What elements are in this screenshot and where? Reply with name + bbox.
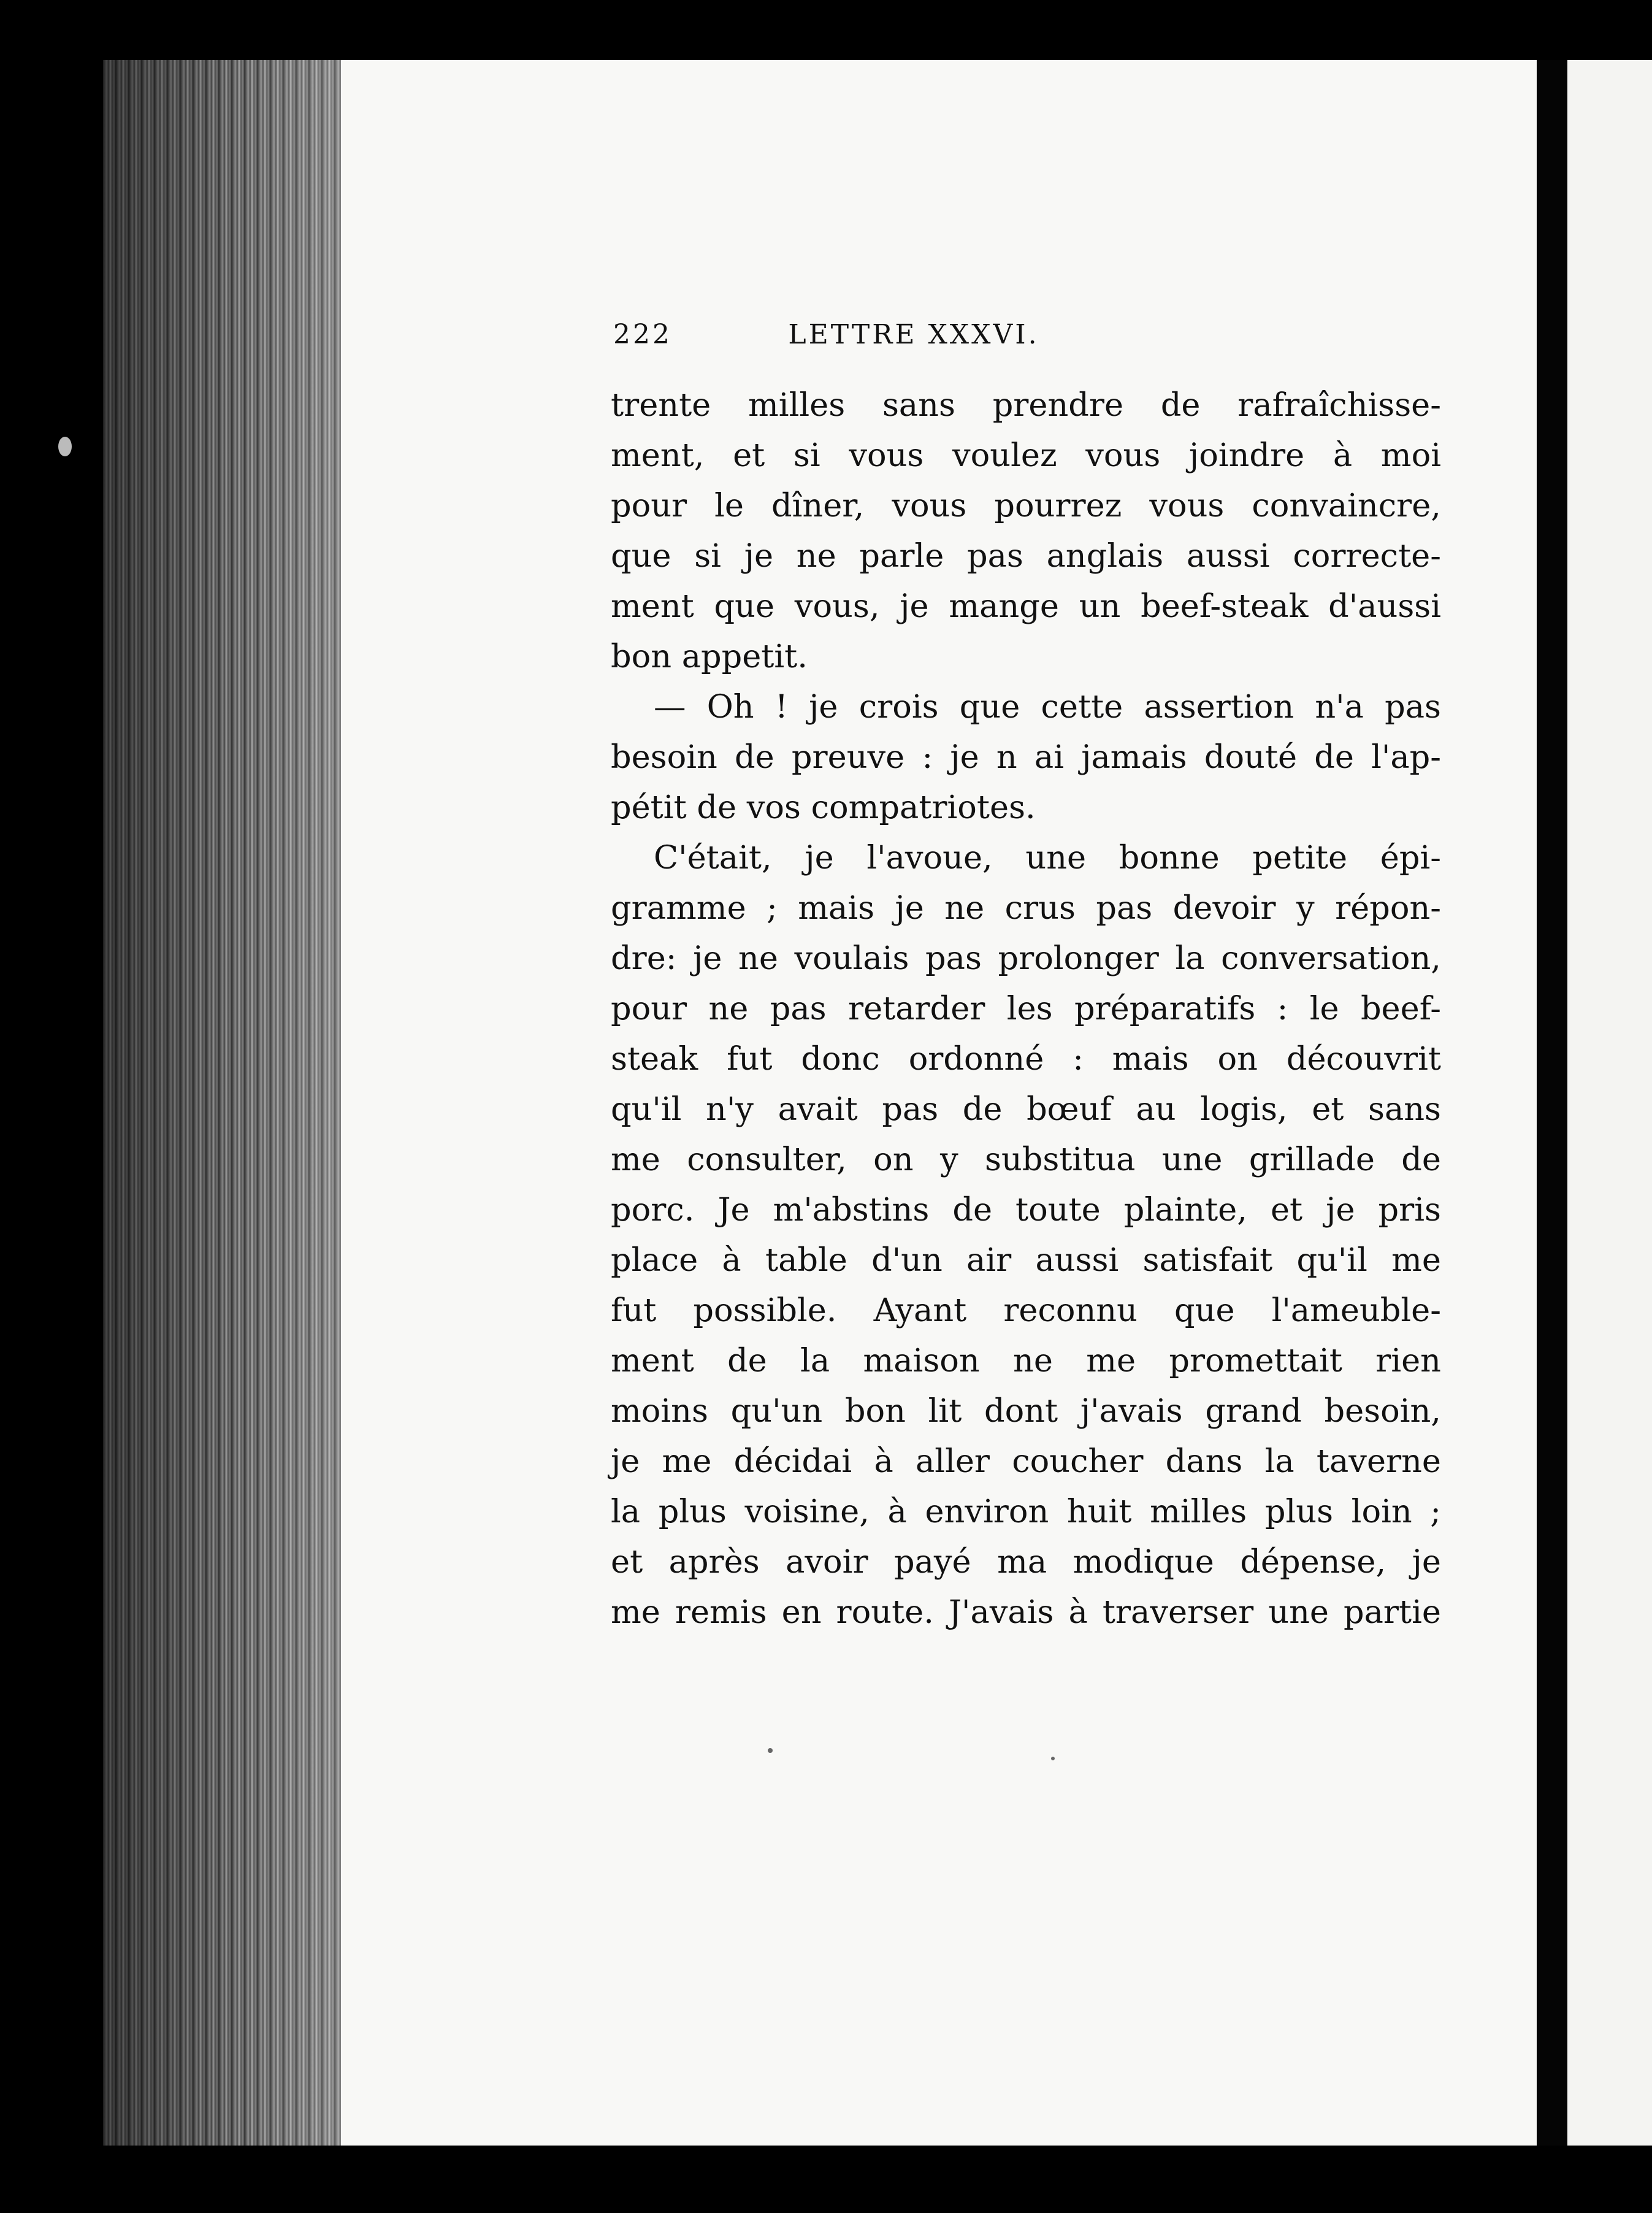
text-line: ment que vous, je mange un beef-steak d'aussi (611, 588, 1441, 625)
text-line: me consulter, on y substitua une grillade de (611, 1141, 1441, 1178)
text-line: me remis en route. J'avais à traverser une partie (611, 1594, 1441, 1631)
right-page-edge (1567, 60, 1652, 2146)
text-line: steak fut donc ordonné : mais on découvrit (611, 1040, 1441, 1078)
text-line: porc. Je m'abstins de toute plainte, et je pris (611, 1191, 1441, 1229)
page-number: 222 (613, 319, 672, 350)
text-line: je me décidai à aller coucher dans la taverne (611, 1443, 1441, 1480)
running-head: LETTRE XXXVI. (788, 319, 1039, 350)
text-line: fut possible. Ayant reconnu que l'ameuble- (611, 1292, 1441, 1329)
text-line: — Oh ! je crois que cette assertion n'a pas (654, 688, 1441, 726)
book-gutter (1537, 60, 1567, 2146)
text-line: ment, et si vous voulez vous joindre à moi (611, 437, 1441, 474)
text-line: besoin de preuve : je n ai jamais douté de l'ap- (611, 738, 1441, 776)
text-line: trente milles sans prendre de rafraîchisse- (611, 386, 1441, 424)
text-line: pour le dîner, vous pourrez vous convaincre, (611, 487, 1441, 524)
text-line: dre: je ne voulais pas prolonger la conversation, (611, 940, 1441, 977)
text-line: qu'il n'y avait pas de bœuf au logis, et sans (611, 1091, 1441, 1128)
scan-speck (58, 437, 72, 456)
text-line: place à table d'un air aussi satisfait qu'il me (611, 1241, 1441, 1279)
text-line: pour ne pas retarder les préparatifs : le beef- (611, 990, 1441, 1027)
scan-speck (1051, 1757, 1055, 1760)
text-line: que si je ne parle pas anglais aussi correcte- (611, 537, 1441, 575)
text-line: bon appetit. (611, 638, 808, 675)
text-line: pétit de vos compatriotes. (611, 789, 1036, 826)
text-line: la plus voisine, à environ huit milles plus loin ; (611, 1493, 1441, 1530)
text-line: gramme ; mais je ne crus pas devoir y répon- (611, 889, 1441, 927)
scan-speck (768, 1748, 773, 1753)
text-line: moins qu'un bon lit dont j'avais grand besoin, (611, 1392, 1441, 1430)
body-text (611, 380, 1441, 1638)
text-line: et après avoir payé ma modique dépense, je (611, 1543, 1441, 1581)
page-header (613, 319, 1165, 356)
text-line: ment de la maison ne me promettait rien (611, 1342, 1441, 1379)
text-line: C'était, je l'avoue, une bonne petite épi- (654, 839, 1441, 876)
book-page-edges (103, 60, 342, 2146)
